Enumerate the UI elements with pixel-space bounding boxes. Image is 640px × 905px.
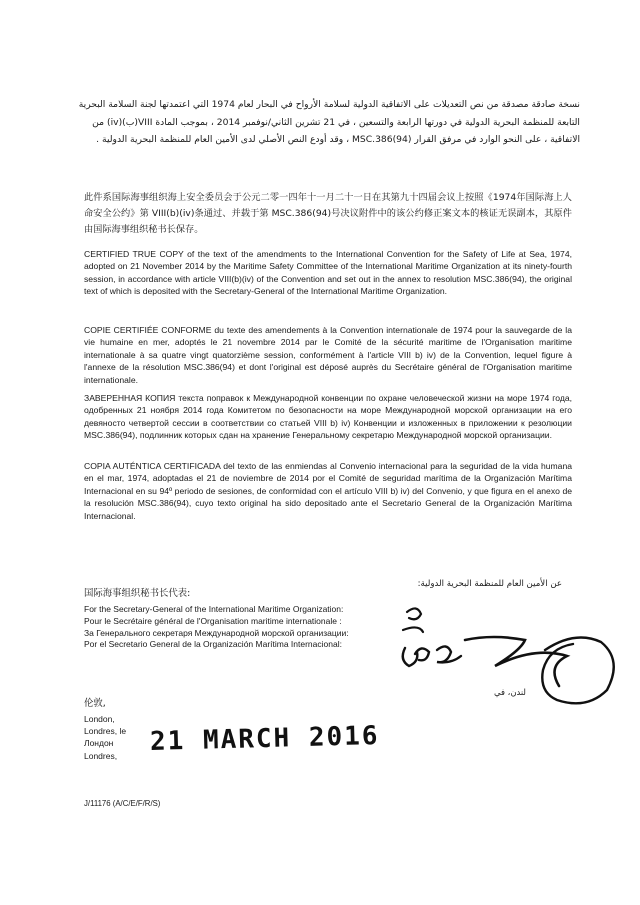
document-reference: J/11176 (A/C/E/F/R/S): [84, 799, 161, 808]
place-spanish: Londres,: [84, 750, 118, 761]
signatory-english: For the Secretary-General of the International Maritime Organization:: [84, 604, 344, 614]
french-certification-paragraph: COPIE CERTIFIÉE CONFORME du texte des amendements à la Convention internationale de 1974 pour la sauvegarde de la vie humaine en mer, adoptés le 21 novembre 2014 par le Comité de la sécurité maritime de l'Organisation maritime internationale à sa quatre vingt quatorzième session, conformément à l'article VIII b) iv) de la Convention, lequel figure à l'annexe de la résolution MSC.386(94) et dont l'original est déposé auprès du Secrétaire général de l'Organisation maritime internationale.: [84, 325, 572, 385]
place-russian: Лондон: [84, 738, 114, 749]
signatory-block: [84, 604, 349, 651]
signatory-french: Pour le Secrétaire général de l'Organisation maritime internationale :: [84, 615, 342, 626]
place-arabic: لندن، في: [494, 687, 526, 697]
spanish-certification-paragraph: COPIA AUTÉNTICA CERTIFICADA del texto de las enmiendas al Convenio internacional para la seguridad de la vida humana en el mar, 1974, adoptadas el 21 de noviembre de 2014 por el Comité de seguridad marítima de la Organización Marítima Internacional en su 94º periodo de sesiones, de conformidad con el artículo VIII b) iv) del Convenio, y que figura en el anexo de la resolución MSC.386(94), cuyo texto original ha sido depositado ante el Secretario General de la Organización Marítima Internacional.: [84, 461, 572, 521]
handwritten-date: 21 MARCH 2016: [149, 721, 380, 757]
place-chinese: 伦敦,: [84, 698, 106, 709]
english-certification-paragraph: CERTIFIED TRUE COPY of the text of the amendments to the International Convention for the Safety of Life at Sea, 1974, adopted on 21 November 2014 by the Maritime Safety Committee of the International Maritime Organization at its ninety-fourth session, in accordance with article VIII(b)(iv) of the Convention and set out in the annex to resolution MSC.386(94), the original text of which is deposited with the Secretary-General of the International Maritime Organization.: [84, 249, 572, 297]
signatory-chinese: 国际海事组织秘书长代表:: [84, 588, 191, 599]
signatory-russian: За Генерального секретаря Международной морской организации:: [84, 627, 349, 638]
handwritten-signature: [395, 590, 635, 720]
signatory-arabic: عن الأمين العام للمنظمة البحرية الدولية:: [417, 579, 562, 589]
place-block: [84, 713, 126, 762]
arabic-certification-paragraph: نسخة صادقة مصدقة من نص التعديلات على الاتفاقية الدولية لسلامة الأرواح في البحار لعام 1974 التي اعتمدتها لجنة السلامة البحرية التابعة للمنظمة البحرية الدولية في دورتها الرابعة والتسعين ، في 21 تشرين الثاني/نوفمبر 2014 ، بموجب المادة VIII(ب)(iv) من الاتفاقية ، على النحو الوارد في مرفق القرار MSC.386(94) ، وقد أودع النص الأصلي لدى الأمين العام للمنظمة البحرية الدولية .: [78, 99, 580, 145]
russian-certification-paragraph: ЗАВЕРЕННАЯ КОПИЯ текста поправок к Международной конвенции по охране человеческой жизни на море 1974 года, одобренных 21 ноября 2014 года Комитетом по безопасности на море Международной морской организации на его девяносто четвертой сессии в соответствии со статьей VIII b) iv) Конвенции и изложенных в приложении к резолюции MSC.386(94), подлинник которых сдан на хранение Генеральному секретарю Международной морской организации.: [84, 393, 572, 441]
place-english: London,: [84, 714, 115, 724]
signatory-spanish: Por el Secretario General de la Organización Marítima Internacional:: [84, 639, 342, 650]
place-french: Londres, le: [84, 726, 127, 737]
chinese-certification-paragraph: 此件系国际海事组织海上安全委员会于公元二零一四年十一月二十一日在其第九十四届会议上按照《1974年国际海上人命安全公约》第 VIII(b)(iv)条通过、并载于第 MSC.386(94)号决议附件中的该公约修正案文本的核证无误副本，其原件由国际海事组织秘书长保存。: [84, 192, 572, 235]
